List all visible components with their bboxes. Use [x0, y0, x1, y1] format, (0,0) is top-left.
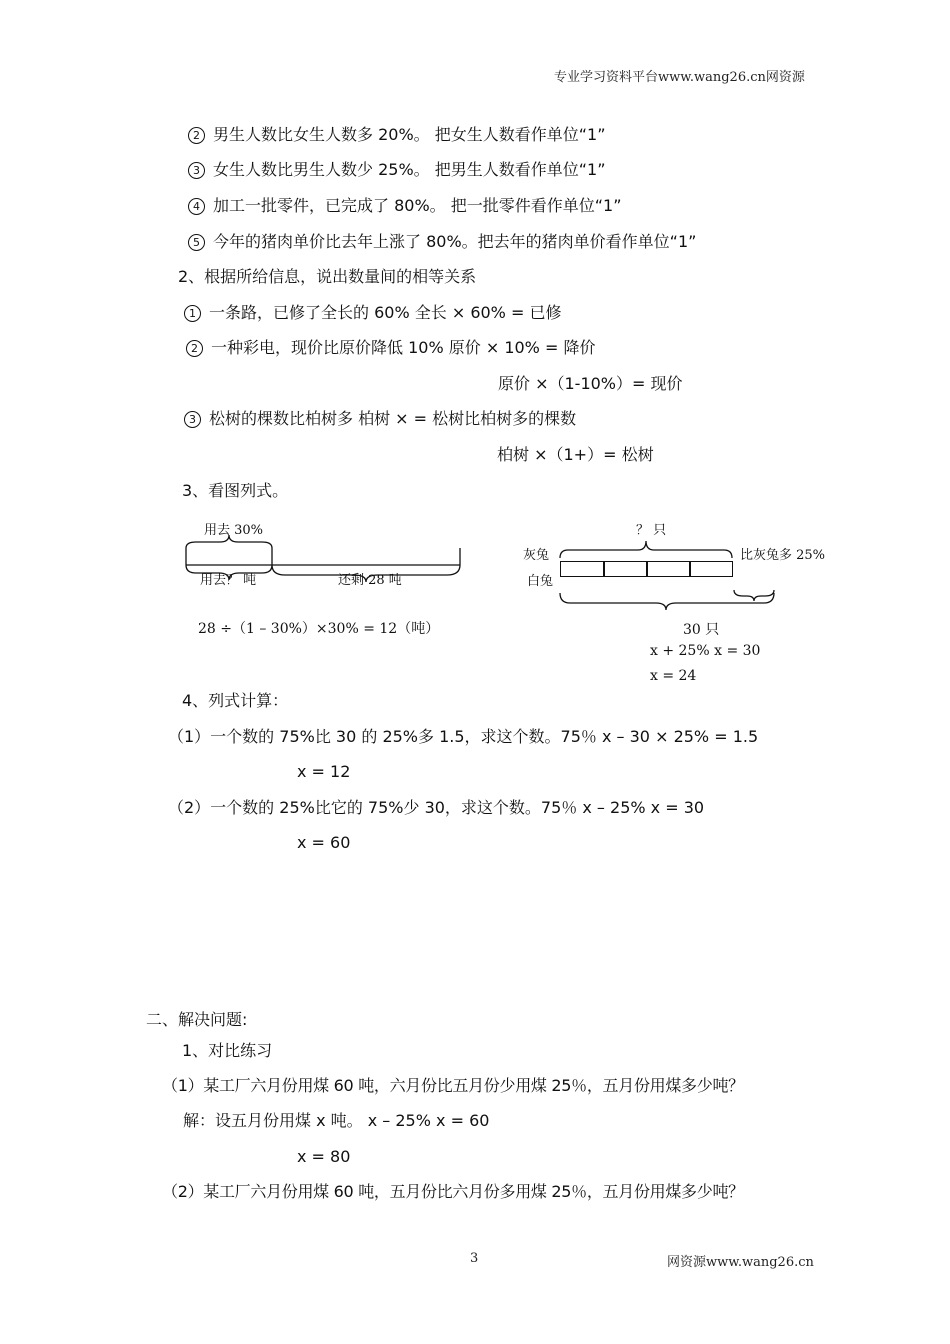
grey-bar-tick [603, 561, 605, 577]
label-used-q: 用去？ 吨 [200, 573, 257, 588]
item-text: 女生人数比男生人数少 25%。 把男生人数看作单位“1” [213, 160, 606, 179]
problem-1-solution: 解：设五月份用煤 x 吨。 x – 25% x = 60 [183, 1111, 490, 1130]
q2-continuation: 柏树 ×（1+）= 松树 [497, 445, 654, 464]
q3-title: 3、看图列式。 [182, 481, 289, 500]
q2-title: 2、根据所给信息，说出数量间的相等关系 [178, 267, 477, 286]
item-text: 今年的猪肉单价比去年上涨了 80%。把去年的猪肉单价看作单位“1” [213, 232, 697, 251]
grey-bar-tick [646, 561, 648, 577]
problem-1-answer: x = 80 [297, 1147, 351, 1166]
label-q: ？ 只 [636, 523, 667, 538]
right-eq1: x + 25% x = 30 [650, 643, 761, 659]
item-text: 一条路，已修了全长的 60% 全长 × 60% = 已修 [209, 303, 562, 322]
problem-2: （2）某工厂六月份用煤 60 吨，五月份比六月份多用煤 25％，五月份用煤多少吨？ [162, 1182, 744, 1201]
brace-more-top [734, 590, 774, 601]
item-text: 男生人数比女生人数多 20%。 把女生人数看作单位“1” [213, 125, 606, 144]
q4-title: 4、列式计算： [182, 691, 289, 710]
q4-answer: x = 60 [297, 833, 351, 852]
q2-continuation: 原价 ×（1-10%）= 现价 [498, 374, 683, 393]
item-text: 加工一批零件，已完成了 80%。 把一批零件看作单位“1” [213, 196, 622, 215]
item-number: 5 [188, 234, 205, 251]
left-formula: 28 ÷（1 – 30%）×30% = 12（吨） [198, 621, 440, 637]
problem-1: （1）某工厂六月份用煤 60 吨，六月份比五月份少用煤 25％，五月份用煤多少吨？ [162, 1076, 744, 1095]
label-more: 比灰兔多 25% [740, 548, 826, 563]
q4-item: （2）一个数的 25%比它的 75%少 30，求这个数。75％ x – 25% x = 30 [168, 798, 705, 817]
section2-subtitle: 1、对比练习 [182, 1041, 273, 1060]
item-number: 3 [188, 162, 205, 179]
item-number: 2 [188, 127, 205, 144]
item-number: 2 [186, 340, 203, 357]
label-remain: 还剩 28 吨 [338, 573, 402, 588]
label-used: 用去 30% [204, 523, 264, 538]
brace-grey-top [560, 541, 732, 558]
grey-bar-tick [689, 561, 691, 577]
q4-answer: x = 12 [297, 762, 351, 781]
footer-site: 网资源www.wang26.cn [667, 1255, 814, 1270]
item-text: 松树的棵数比柏树多 柏树 × = 松树比柏树多的棵数 [209, 409, 577, 428]
label-grey: 灰兔 [523, 548, 550, 563]
right-eq2: x = 24 [650, 668, 697, 684]
item-text: 一种彩电，现价比原价降低 10% 原价 × 10% = 降价 [211, 338, 596, 357]
item-number: 3 [184, 411, 201, 428]
item-number: 1 [184, 305, 201, 322]
label-total: 30 只 [683, 622, 720, 638]
page-header: 专业学习资料平台www.wang26.cn网资源 [554, 70, 805, 85]
label-white: 白兔 [527, 574, 554, 589]
q4-item: （1）一个数的 75%比 30 的 25%多 1.5，求这个数。75％ x – 30 × 25% = 1.5 [168, 727, 759, 746]
section2-title: 二、解决问题: [146, 1010, 248, 1029]
item-number: 4 [188, 198, 205, 215]
page-number: 3 [470, 1251, 479, 1266]
